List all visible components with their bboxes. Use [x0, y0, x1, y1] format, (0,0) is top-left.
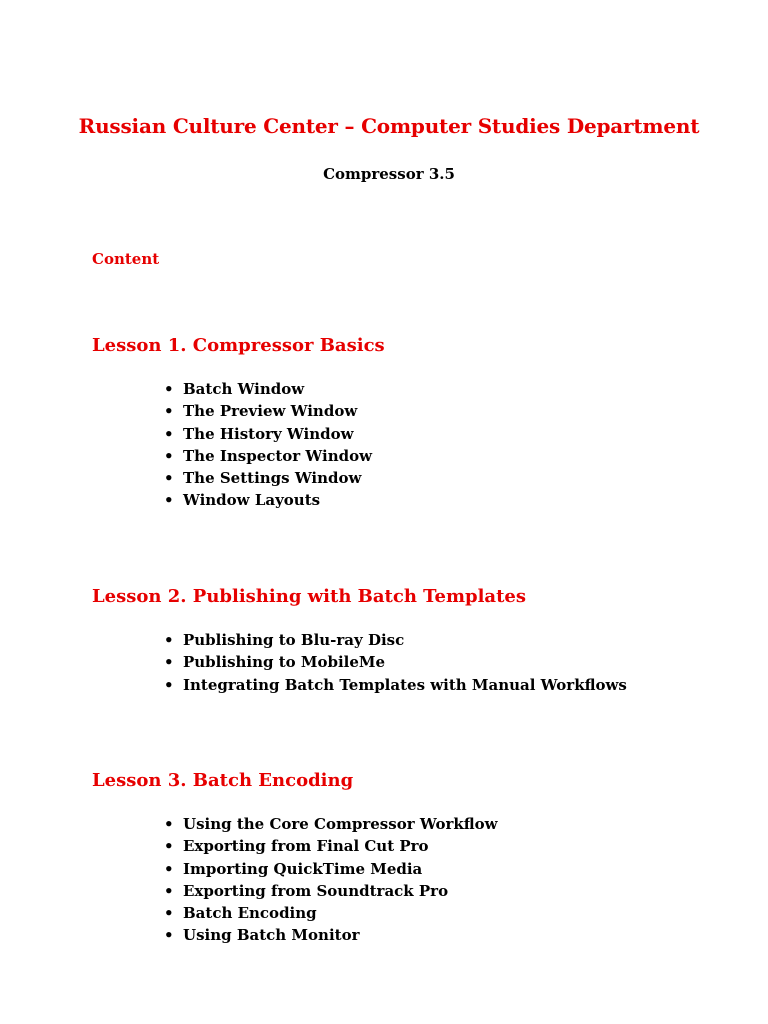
- bullet-icon: •: [164, 380, 174, 398]
- topic-list: [164, 629, 627, 696]
- list-item: [164, 489, 372, 511]
- page-subtitle: Compressor 3.5: [323, 165, 455, 183]
- lesson-section-1: [92, 334, 385, 510]
- list-item: [164, 651, 627, 673]
- list-item-label: Using the Core Compressor Workflow: [183, 815, 498, 833]
- lesson-section-2: [92, 585, 627, 694]
- bullet-icon: •: [164, 904, 174, 923]
- page-title: Russian Culture Center – Computer Studies Department: [78, 114, 700, 138]
- list-item: [164, 858, 498, 880]
- bullet-icon: •: [164, 859, 174, 878]
- list-item: [164, 467, 372, 489]
- list-item-label: The Inspector Window: [183, 446, 373, 465]
- lesson-section-3: [92, 769, 498, 945]
- bullet-icon: •: [164, 837, 174, 856]
- bullet-icon: •: [164, 675, 174, 694]
- list-item-label: Exporting from Soundtrack Pro: [183, 881, 449, 900]
- list-item-label: The History Window: [183, 424, 354, 443]
- list-item-label: Integrating Batch Templates with Manual Workflows: [183, 675, 627, 694]
- list-item: [164, 445, 372, 467]
- list-item: [164, 378, 372, 400]
- list-item: [164, 400, 372, 422]
- bullet-icon: •: [164, 653, 174, 672]
- list-item: [164, 813, 498, 835]
- bullet-icon: •: [164, 446, 174, 465]
- bullet-icon: •: [164, 815, 174, 833]
- bullet-icon: •: [164, 881, 174, 900]
- list-item-label: Publishing to Blu-ray Disc: [183, 631, 405, 649]
- list-item-label: Batch Encoding: [183, 904, 317, 923]
- list-item: [164, 629, 627, 651]
- topic-list: [164, 378, 372, 512]
- list-item-label: Batch Window: [183, 380, 305, 398]
- bullet-icon: •: [164, 491, 174, 510]
- list-item: [164, 902, 498, 924]
- list-item-label: Window Layouts: [183, 491, 321, 510]
- topic-list: [164, 813, 498, 947]
- list-item-label: Exporting from Final Cut Pro: [183, 837, 429, 856]
- list-item: [164, 924, 498, 946]
- bullet-icon: •: [164, 926, 174, 945]
- lesson-heading: Lesson 1. Compressor Basics: [92, 335, 385, 356]
- list-item-label: The Preview Window: [183, 402, 358, 421]
- lesson-heading: Lesson 3. Batch Encoding: [92, 770, 354, 791]
- bullet-icon: •: [164, 631, 174, 649]
- list-item-label: Using Batch Monitor: [183, 926, 360, 945]
- list-item-label: Importing QuickTime Media: [183, 859, 423, 878]
- list-item-label: Publishing to MobileMe: [183, 653, 386, 672]
- content-label: Content: [92, 250, 160, 268]
- bullet-icon: •: [164, 424, 174, 443]
- list-item-label: The Settings Window: [183, 469, 362, 488]
- list-item: [164, 835, 498, 857]
- bullet-icon: •: [164, 402, 174, 421]
- list-item: [164, 674, 627, 696]
- list-item: [164, 423, 372, 445]
- lesson-heading: Lesson 2. Publishing with Batch Templates: [92, 586, 526, 607]
- bullet-icon: •: [164, 469, 174, 488]
- list-item: [164, 880, 498, 902]
